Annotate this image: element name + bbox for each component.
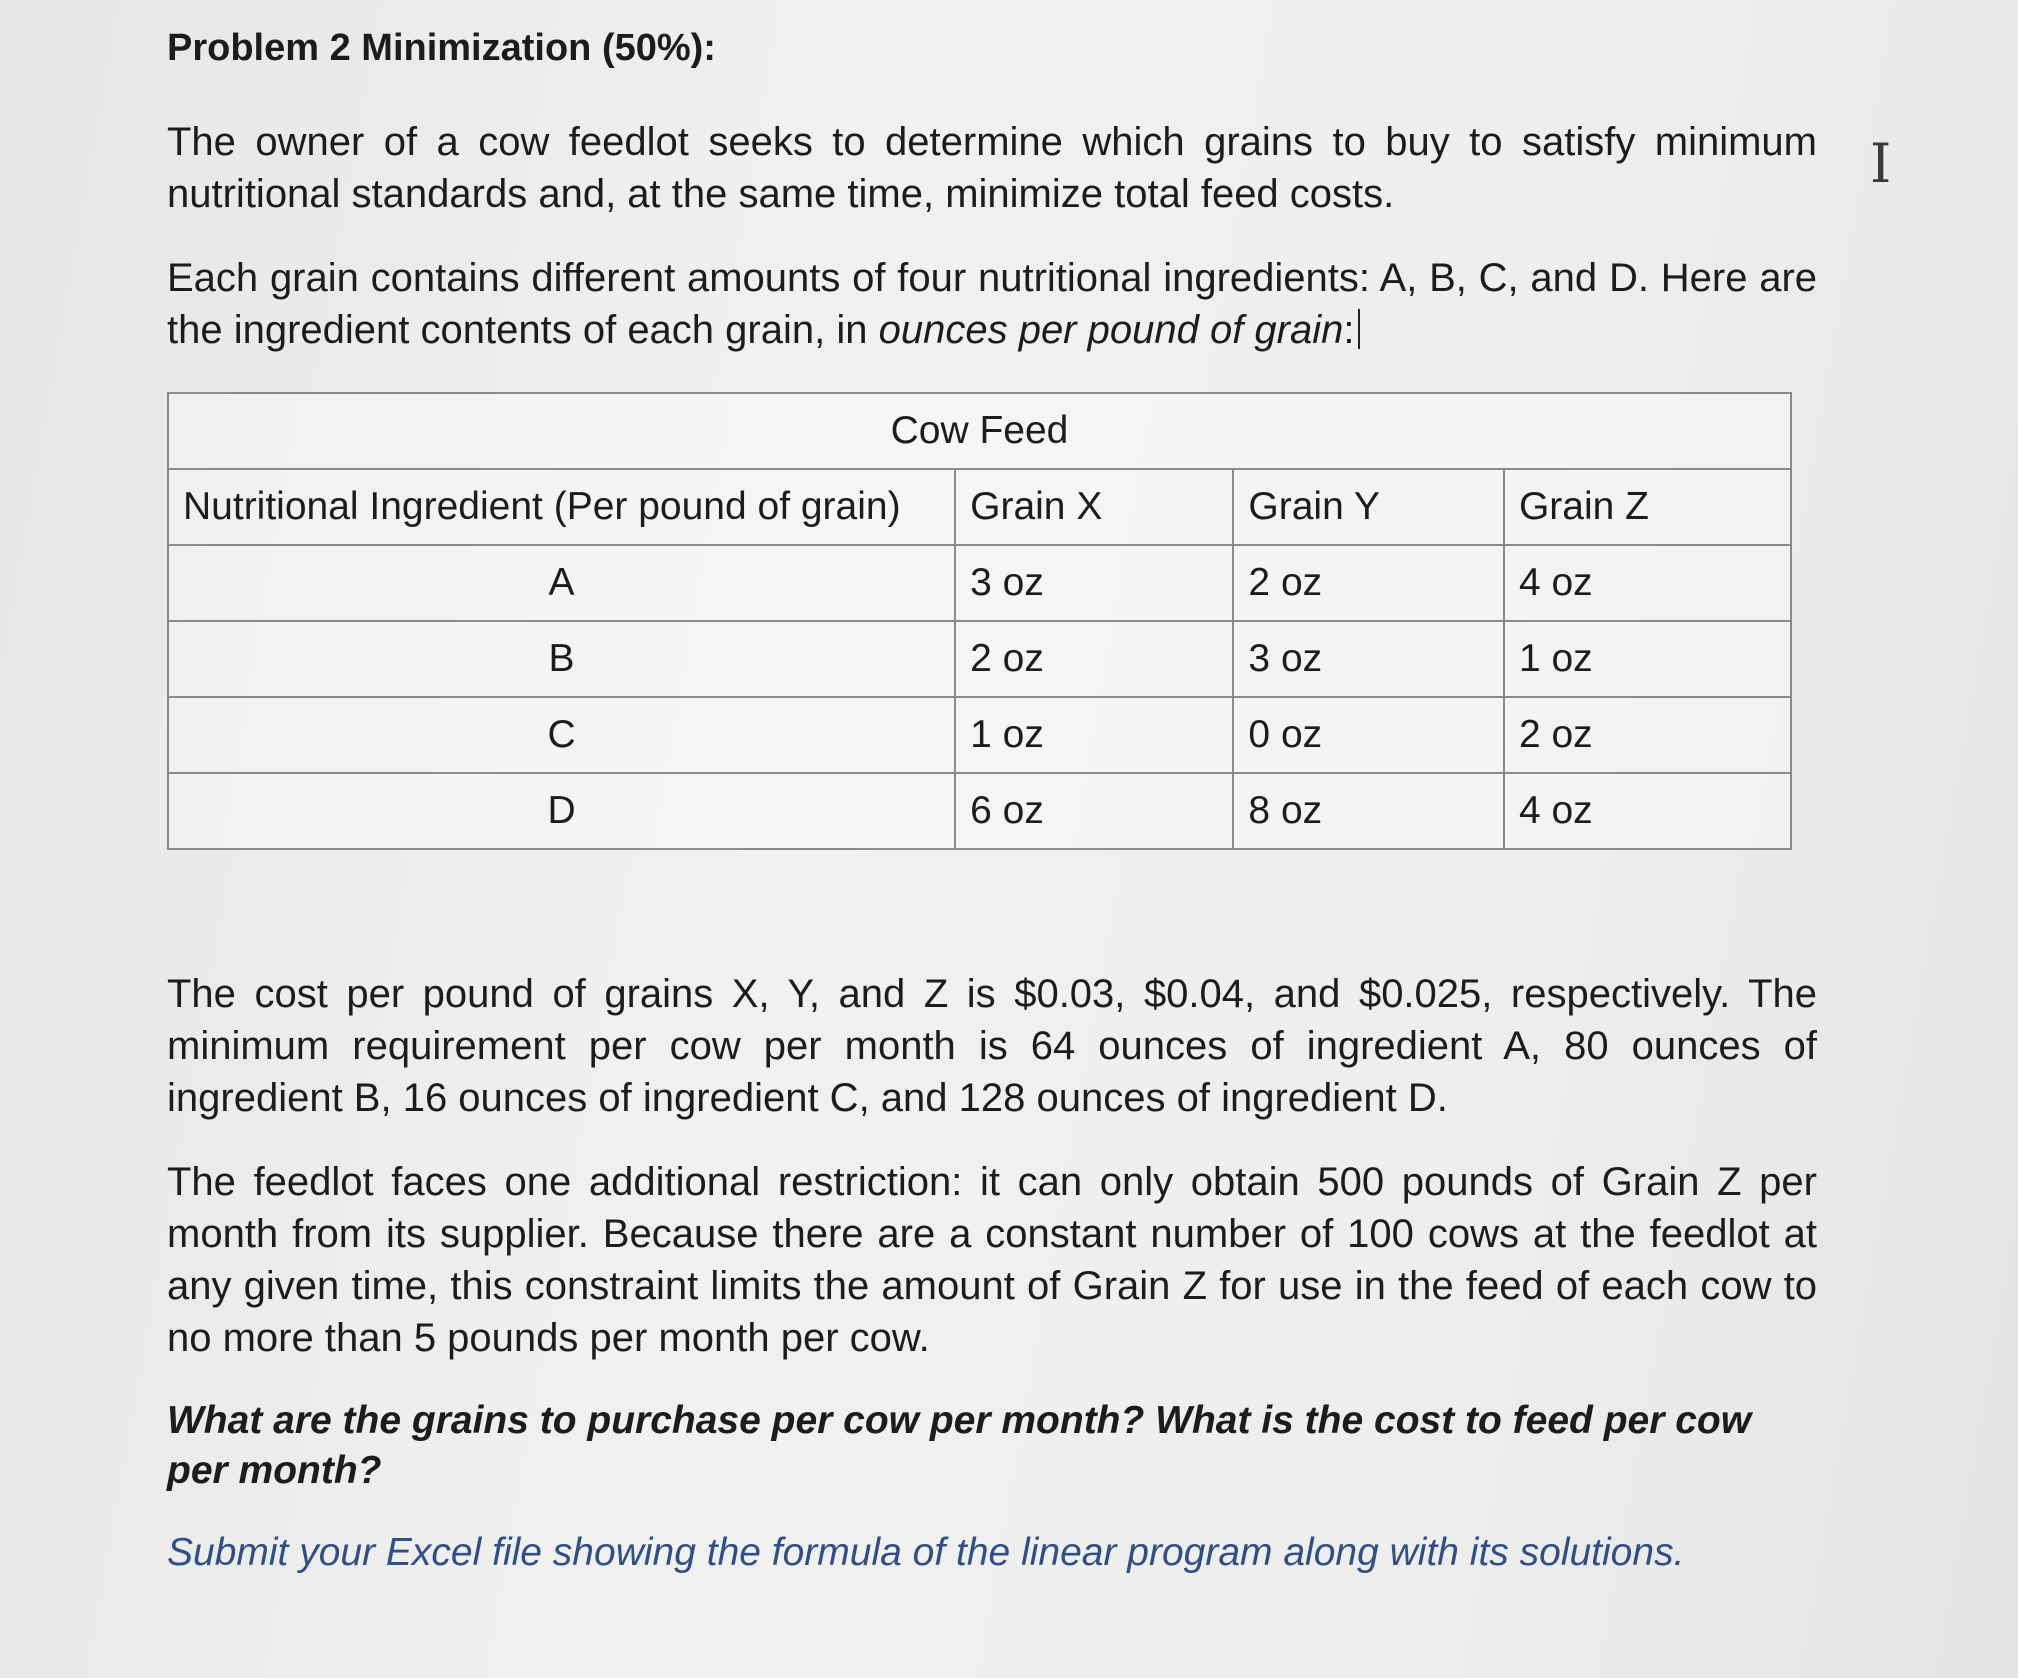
contents-unit: ounces per pound of grain [878,308,1344,352]
header-grain-y: Grain Y [1233,469,1504,545]
grain-x-cell: 1 oz [955,697,1233,773]
grain-z-cell: 4 oz [1504,773,1791,849]
ingredients-sentence: Each grain contains different amounts of four nutritional ingredients: A, B, C, and D. [167,256,1649,300]
table-title-row [168,393,1791,469]
problem-document [167,22,1817,1578]
header-grain-z: Grain Z [1504,469,1791,545]
restriction-paragraph: The feedlot faces one additional restriction: it can only obtain 500 pounds of Grain Z per month from its supplier. Because there are a constant number of 100 cows at the feedlot at any given time, this constraint limits the amount of Grain Z for use in the feed of each cow to no more than 5 pounds per month per cow. [167,1160,1817,1360]
grain-z-cell: 4 oz [1504,545,1791,621]
grain-y-cell: 8 oz [1233,773,1504,849]
table-title: Cow Feed [168,393,1791,469]
table-header-row [168,469,1791,545]
contents-lead: Here are the ingredient contents of each grain, in [167,256,1818,352]
submit-instructions: Submit your Excel file showing the formula of the linear program along with its solutions. [167,1531,1685,1574]
cost-paragraph: The cost per pound of grains X, Y, and Z is $0.03, $0.04, and $0.025, respectively. The minimum requirement per cow per month is 64 ounces of ingredient A, 80 ounces of ingredient B, 16 ounces of ingredient C, and 128 ounces of ingredient D. [167,972,1817,1120]
table-row [168,773,1791,849]
problem-heading: Problem 2 Minimization (50%): [167,27,716,69]
grain-x-cell: 6 oz [955,773,1233,849]
grain-x-cell: 2 oz [955,621,1233,697]
grain-z-cell: 1 oz [1504,621,1791,697]
ingredient-cell: C [168,697,955,773]
table-row [168,545,1791,621]
question-paragraph: What are the grains to purchase per cow per month? What is the cost to feed per cow per month? [167,1399,1752,1492]
grain-y-cell: 2 oz [1233,545,1504,621]
intro-paragraph: The owner of a cow feedlot seeks to determine which grains to buy to satisfy minimum nutritional standards and, at the same time, minimize total feed costs. [167,120,1817,216]
header-ingredient: Nutritional Ingredient (Per pound of grain) [168,469,955,545]
header-grain-x: Grain X [955,469,1233,545]
grain-x-cell: 3 oz [955,545,1233,621]
contents-end: : [1343,308,1355,352]
table-row [168,621,1791,697]
text-select-ibeam-icon: I [1870,132,1892,195]
ingredient-cell: D [168,773,955,849]
ingredient-cell: A [168,545,955,621]
cow-feed-table [167,392,1792,850]
text-caret [1358,309,1360,349]
ingredients-paragraph [167,252,1817,356]
grain-z-cell: 2 oz [1504,697,1791,773]
ingredient-cell: B [168,621,955,697]
table-row [168,697,1791,773]
grain-y-cell: 3 oz [1233,621,1504,697]
grain-y-cell: 0 oz [1233,697,1504,773]
